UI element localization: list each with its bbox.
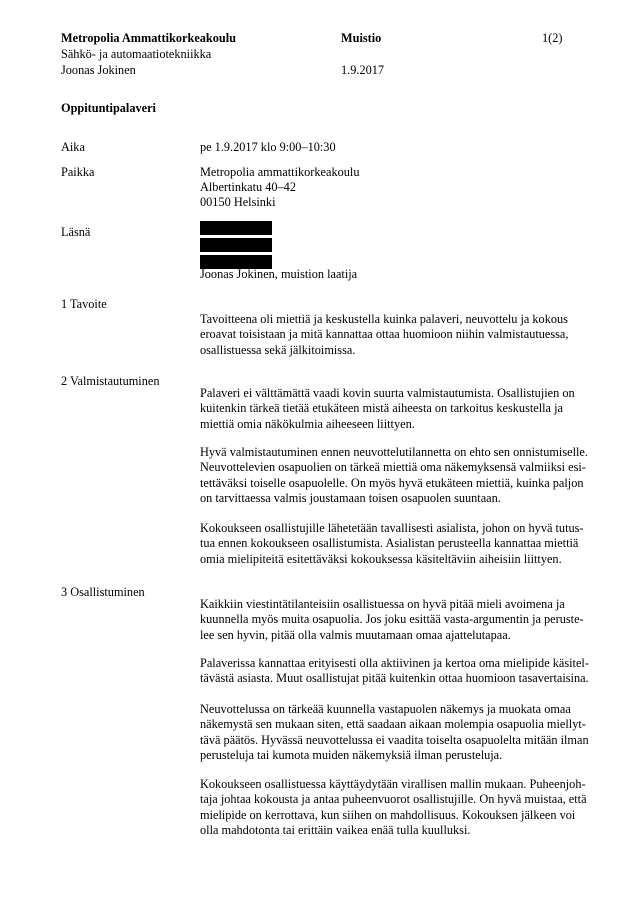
osallistuminen-paragraph-2 [200,656,606,687]
paragraph-line: lee sen hyvin, pitää olla valmis muutamaan omaa ajattelutapaa. [200,627,511,642]
paragraph-line: tävä päätös. Hyvässä neuvottelussa ei vaadita toiselta osapuolelta mitään ilman [200,732,589,747]
paragraph-line: omia mielipiteitä esitettäväksi kokouksessa käsiteltäviin aiheisiin liittyen. [200,551,562,566]
paragraph-line: kuunnella myös muita osapuolia. Jos joku esittää vasta-argumentin ja peruste- [200,612,584,627]
paragraph-line: mielipide on kerrottava, kun siihen on mahdollisuus. Kokouksen jälkeen voi [200,807,576,822]
paragraph-line: on tarvittaessa valmis joustamaan toisen osapuolen suuntaan. [200,491,501,506]
section-heading-valmistautuminen: 2 Valmistautuminen [61,374,160,388]
section-heading-osallistuminen: 3 Osallistuminen [61,585,145,599]
tavoite-paragraph [200,312,606,358]
page-title: Oppituntipalaveri [61,101,156,115]
header-department: Sähkö- ja automaatiotekniikka [61,47,212,61]
paragraph-line: Neuvottelussa on tärkeää kuunnella vastapuolen näkemys ja muokata omaa [200,702,571,716]
paragraph-line: eroavat toisistaan ja mitä kannattaa ottaa huomioon niihin valmistautuessa, [200,327,569,342]
valmistautuminen-paragraph-2 [200,445,606,507]
header-author: Joonas Jokinen [61,63,136,77]
paikka-line: Albertinkatu 40–42 [200,180,296,194]
redacted-attendee [200,238,272,252]
header-doc-type: Muistio [341,31,382,45]
valmistautuminen-paragraph-3 [200,521,606,567]
header-page-number: 1(2) [542,31,563,45]
header-date: 1.9.2017 [341,63,385,77]
lasna-note: Joonas Jokinen, muistion laatija [200,267,358,281]
redacted-attendee [200,221,272,235]
paragraph-line: tävästä asiasta. Muut osallistujat pitää kuitenkin ottaa huomioon tasavertaisina. [200,671,589,686]
aika-value: pe 1.9.2017 klo 9:00–10:30 [200,140,336,154]
osallistuminen-paragraph-3 [200,702,606,764]
paragraph-line: taja johtaa kokousta ja antaa puheenvuorot osallistujille. On hyvä muistaa, että [200,792,587,807]
paragraph-line: Hyvä valmistautuminen ennen neuvottelutilannetta on ehto sen onnistumiselle. [200,445,588,459]
paragraph-line: kuitenkin tärkeä tietää etukäteen mistä aiheesta on tarkoitus keskustella ja [200,401,563,416]
paragraph-line: perusteluja tai kumota muiden näkemyksiä ilman perusteluja. [200,748,503,763]
paragraph-line: miettiä omia näkökulmia aiheeseen liittyen. [200,416,415,431]
paragraph-line: Tavoitteena oli miettiä ja keskustella kuinka palaveri, neuvottelu ja kokous [200,312,568,326]
section-heading-tavoite: 1 Tavoite [61,297,107,311]
paragraph-line: tettäväksi toiselle osapuolelle. On myös hyvä etukäteen miettiä, kuinka paljon [200,475,584,490]
paragraph-line: Kokoukseen osallistuessa käyttäydytään virallisen mallin mukaan. Puheenjoh- [200,777,586,791]
osallistuminen-paragraph-4 [200,777,606,839]
header-org: Metropolia Ammattikorkeakoulu [61,31,237,45]
paragraph-line: olla mahdotonta tai erittäin vaikea enää tulla kuulluksi. [200,823,471,838]
lasna-label: Läsnä [61,225,91,239]
paragraph-line: Palaveri ei välttämättä vaadi kovin suurta valmistautumista. Osallistujien on [200,386,575,400]
aika-label: Aika [61,140,85,154]
paragraph-line: Kokoukseen osallistujille lähetetään tavallisesti asialista, johon on hyvä tutus- [200,521,584,535]
paragraph-line: tua ennen kokoukseen osallistumista. Asialistan perusteella kannattaa miettiä [200,536,579,551]
paikka-label: Paikka [61,165,95,179]
paragraph-line: näkemystä sen mukaan siten, että saadaan aikaan molempia osapuolia miellyt- [200,717,586,732]
paragraph-line: Neuvottelevien osapuolien on tärkeä miettiä oma näkemyksensä valmiiksi esi- [200,460,586,475]
paikka-line: 00150 Helsinki [200,195,276,209]
paragraph-line: Palaverissa kannattaa erityisesti olla aktiivinen ja kertoa oma mielipide käsitel- [200,656,589,670]
paragraph-line: Kaikkiin viestintätilanteisiin osallistuessa on hyvä pitää mieli avoimena ja [200,597,565,611]
paikka-line: Metropolia ammattikorkeakoulu [200,165,360,179]
osallistuminen-paragraph-1 [200,597,606,643]
paragraph-line: osallistuessa sekä jälkitoimissa. [200,342,356,357]
valmistautuminen-paragraph-1 [200,386,606,432]
